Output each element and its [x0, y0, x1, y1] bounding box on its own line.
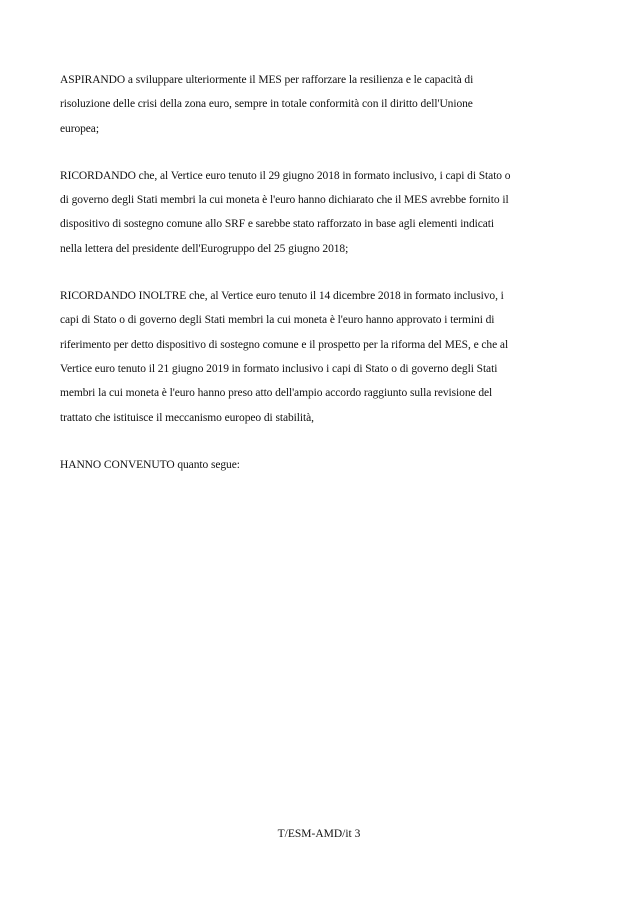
- text-line: membri la cui moneta è l'euro hanno preso atto dell'ampio accordo raggiunto sulla revisione del: [60, 387, 493, 400]
- document-body: [60, 68, 580, 477]
- text-line: dispositivo di sostegno comune allo SRF e sarebbe stato rafforzato in base agli elementi indicati: [60, 218, 495, 231]
- text-line: RICORDANDO INOLTRE che, al Vertice euro tenuto il 14 dicembre 2018 in formato inclusivo, i: [60, 290, 504, 303]
- page-footer-reference: T/ESM-AMD/it 3: [277, 828, 361, 840]
- paragraph-ricordando: [60, 164, 580, 261]
- paragraph-spacer: [60, 261, 580, 284]
- text-line: HANNO CONVENUTO quanto segue:: [60, 458, 240, 471]
- paragraph-spacer: [60, 430, 580, 453]
- text-line: risoluzione delle crisi della zona euro, sempre in totale conformità con il diritto dell'Unione: [60, 98, 473, 111]
- text-line: europea;: [60, 122, 99, 135]
- text-line: RICORDANDO che, al Vertice euro tenuto il 29 giugno 2018 in formato inclusivo, i capi di Stato o: [60, 169, 511, 182]
- text-line: ASPIRANDO a sviluppare ulteriormente il MES per rafforzare la resilienza e le capacità di: [60, 74, 474, 86]
- paragraph-aspirando: [60, 68, 580, 141]
- paragraph-spacer: [60, 141, 580, 164]
- text-line: nella lettera del presidente dell'Eurogruppo del 25 giugno 2018;: [60, 242, 349, 255]
- text-line: trattato che istituisce il meccanismo europeo di stabilità,: [60, 411, 314, 424]
- paragraph-hanno-convenuto: [60, 453, 580, 477]
- text-line: riferimento per detto dispositivo di sostegno comune e il prospetto per la riforma del MES, e che al: [60, 338, 509, 351]
- paragraph-ricordando-inoltre: [60, 284, 580, 430]
- text-line: Vertice euro tenuto il 21 giugno 2019 in formato inclusivo i capi di Stato o di governo degli Stati: [60, 362, 498, 375]
- text-line: capi di Stato o di governo degli Stati membri la cui moneta è l'euro hanno approvato i termini di: [60, 314, 495, 327]
- text-line: di governo degli Stati membri la cui moneta è l'euro hanno dichiarato che il MES avrebbe fornito il: [60, 194, 509, 207]
